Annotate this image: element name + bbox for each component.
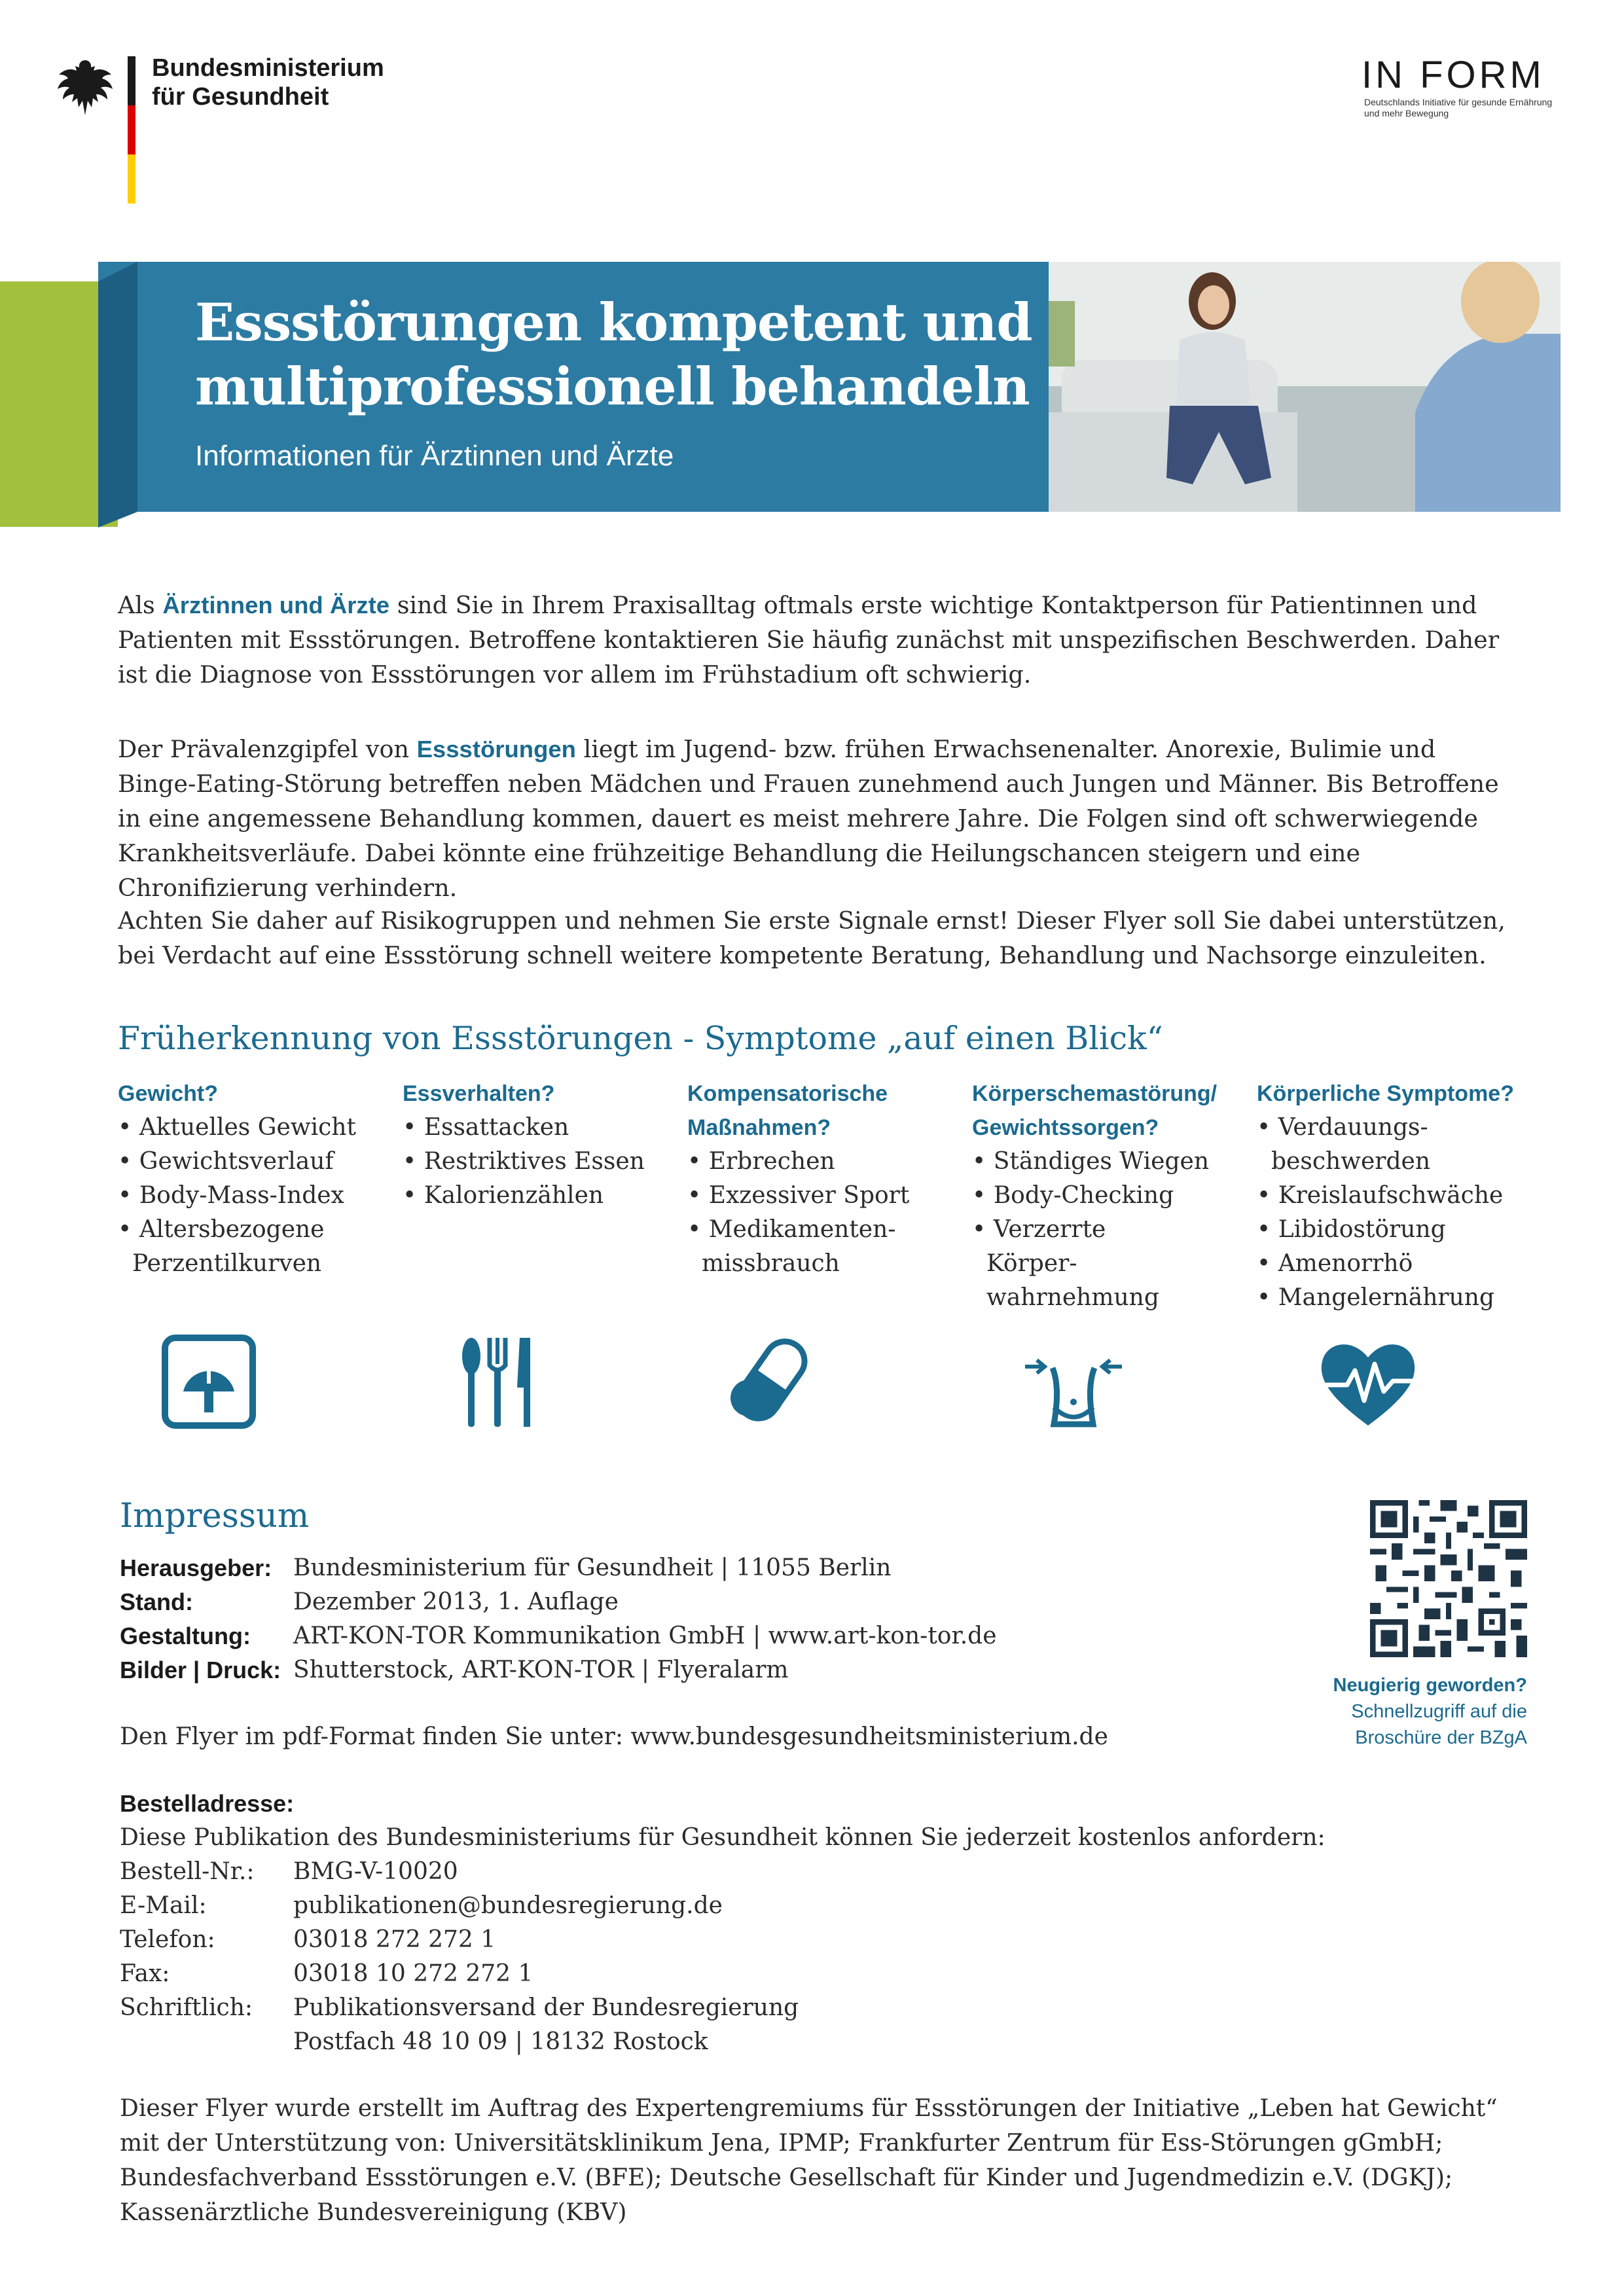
banner-fold: [98, 262, 137, 528]
highlight-aerzte: Ärztinnen und Ärzte: [162, 592, 390, 619]
pdf-note: Den Flyer im pdf-Format finden Sie unter: www.bundesgesundheitsministerium.de: [120, 1723, 1108, 1750]
symptom-column-physical: [1257, 1077, 1538, 1315]
pill-icon: [727, 1329, 831, 1433]
column-title: Körperschemastörung/ Gewichtssorgen?: [972, 1081, 1218, 1140]
column-title: Körperliche Symptome?: [1257, 1081, 1514, 1106]
ministry-name-line2: für Gesundheit: [152, 83, 329, 111]
impressum-heading: Impressum: [120, 1497, 310, 1535]
list-item: • Restriktives Essen: [403, 1145, 684, 1179]
highlight-essstoerungen: Essstörungen: [416, 736, 576, 762]
symptom-column-compensatory: [687, 1077, 969, 1281]
qr-code-icon[interactable]: [1370, 1500, 1527, 1657]
list-item: • Body-Checking: [972, 1179, 1254, 1213]
qr-caption: Neugierig geworden? Schnellzugriff auf die Broschüre der BZgA: [1333, 1675, 1527, 1748]
column-title: Kompensatorische Maßnahmen?: [687, 1081, 888, 1140]
inform-name: IN FORM: [1362, 54, 1545, 96]
list-item: • Mangelernährung: [1257, 1281, 1538, 1315]
page-subtitle: Informationen für Ärztinnen und Ärzte: [195, 440, 674, 472]
list-item: • Verdauungs-beschwerden: [1257, 1111, 1454, 1179]
list-item: • Amenorrhö: [1257, 1247, 1538, 1281]
consultation-photo: [1049, 262, 1561, 512]
list-item: • Exzessiver Sport: [687, 1179, 969, 1213]
eagle-icon: [52, 55, 118, 120]
list-item: • Aktuelles Gewicht: [118, 1111, 399, 1145]
intro-paragraph-1: Als Ärztinnen und Ärzte sind Sie in Ihrem Praxisalltag oftmals erste wichtige Kontaktperson für Patientinnen und Patienten mit Essstörungen. Betroffene kontaktieren Sie häufig zunächst mit unspezifischen Beschwerden. Daher ist die Diagnose von Essstörungen vor allem im Frühstadium oft schwierig.: [118, 591, 1500, 689]
column-title: Gewicht?: [118, 1081, 219, 1106]
order-intro: Diese Publikation des Bundesministeriums für Gesundheit können Sie jederzeit kostenlos anfordern:: [120, 1824, 1326, 1851]
scale-icon: [157, 1329, 262, 1433]
intro-paragraph-2: Der Prävalenzgipfel von Essstörungen liegt im Jugend- bzw. frühen Erwachsenenalter. Anorexie, Bulimie und Binge-Eating-Störung betreffen neben Mädchen und Frauen zunehmend auch Jungen und Männer. Bis Betroffene in eine angemessene Behandlung kommen, dauert es meist mehrere Jahre. Die Folgen sind oft schwerwiegende Krankheitsverläufe. Dabei könnte eine frühzeitige Behandlung die Heilungschancen steigern und eine Chronifizierung verhindern.: [118, 735, 1499, 902]
page-title: Essstörungen kompetent und multiprofessionell behandeln: [195, 292, 1032, 417]
list-item: • Body-Mass-Index: [118, 1179, 399, 1213]
ministry-logo: [52, 52, 393, 209]
ministry-name-line1: Bundesministerium: [152, 54, 384, 82]
intro-paragraph-3: Achten Sie daher auf Risikogruppen und nehmen Sie erste Signale ernst! Dieser Flyer soll Sie dabei unterstützen, bei Verdacht auf eine Essstörung schnell weitere kompetente Beratung, Behandlung und Nachsorge einzuleiten.: [118, 906, 1506, 969]
list-item: • Ständiges Wiegen: [972, 1145, 1254, 1179]
list-item: • Erbrechen: [687, 1145, 969, 1179]
inform-tagline: Deutschlands Initiative für gesunde Ernährung und mehr Bewegung: [1364, 97, 1553, 118]
list-item: • Verzerrte Körper-wahrnehmung: [972, 1213, 1196, 1315]
list-item: • Essattacken: [403, 1111, 684, 1145]
list-item: • Libidostörung: [1257, 1213, 1538, 1247]
symptoms-heading: Früherkennung von Essstörungen - Symptome „auf einen Blick“: [118, 1020, 1163, 1057]
footer-note: Dieser Flyer wurde erstellt im Auftrag des Expertengremiums für Essstörungen der Initiative „Leben hat Gewicht“ mit der Unterstützung von: Universitätsklinikum Jena, IPMP; Frankfurter Zentrum für Ess-Störungen gGmbH; Bundesfachverband Essstörungen e.V. (BFE); Deutsche Gesellschaft für Kinder und Jugendmedizin e.V. (DGKJ); Kassenärztliche Bundesvereinigung (KBV): [120, 2095, 1498, 2226]
symptom-column-body-image: [972, 1077, 1254, 1315]
email-link[interactable]: publikationen@bundesregierung.de: [293, 1892, 723, 1919]
symptom-column-eating: [403, 1077, 684, 1213]
list-item: • Gewichtsverlauf: [118, 1145, 399, 1179]
german-flag-bar: [128, 56, 135, 204]
symptom-column-weight: [118, 1077, 399, 1281]
list-item: • Altersbezogene Perzentilkurven: [118, 1213, 348, 1281]
list-item: • Kreislaufschwäche: [1257, 1179, 1538, 1213]
order-heading: Bestelladresse:: [120, 1790, 295, 1817]
heart-icon: [1316, 1329, 1420, 1433]
list-item: • Kalorienzählen: [403, 1179, 684, 1213]
list-item: • Medikamenten-missbrauch: [687, 1213, 898, 1281]
column-title: Essverhalten?: [403, 1081, 555, 1106]
waist-icon: [1021, 1329, 1126, 1433]
inform-logo: [1362, 55, 1571, 127]
cutlery-icon: [452, 1329, 556, 1433]
